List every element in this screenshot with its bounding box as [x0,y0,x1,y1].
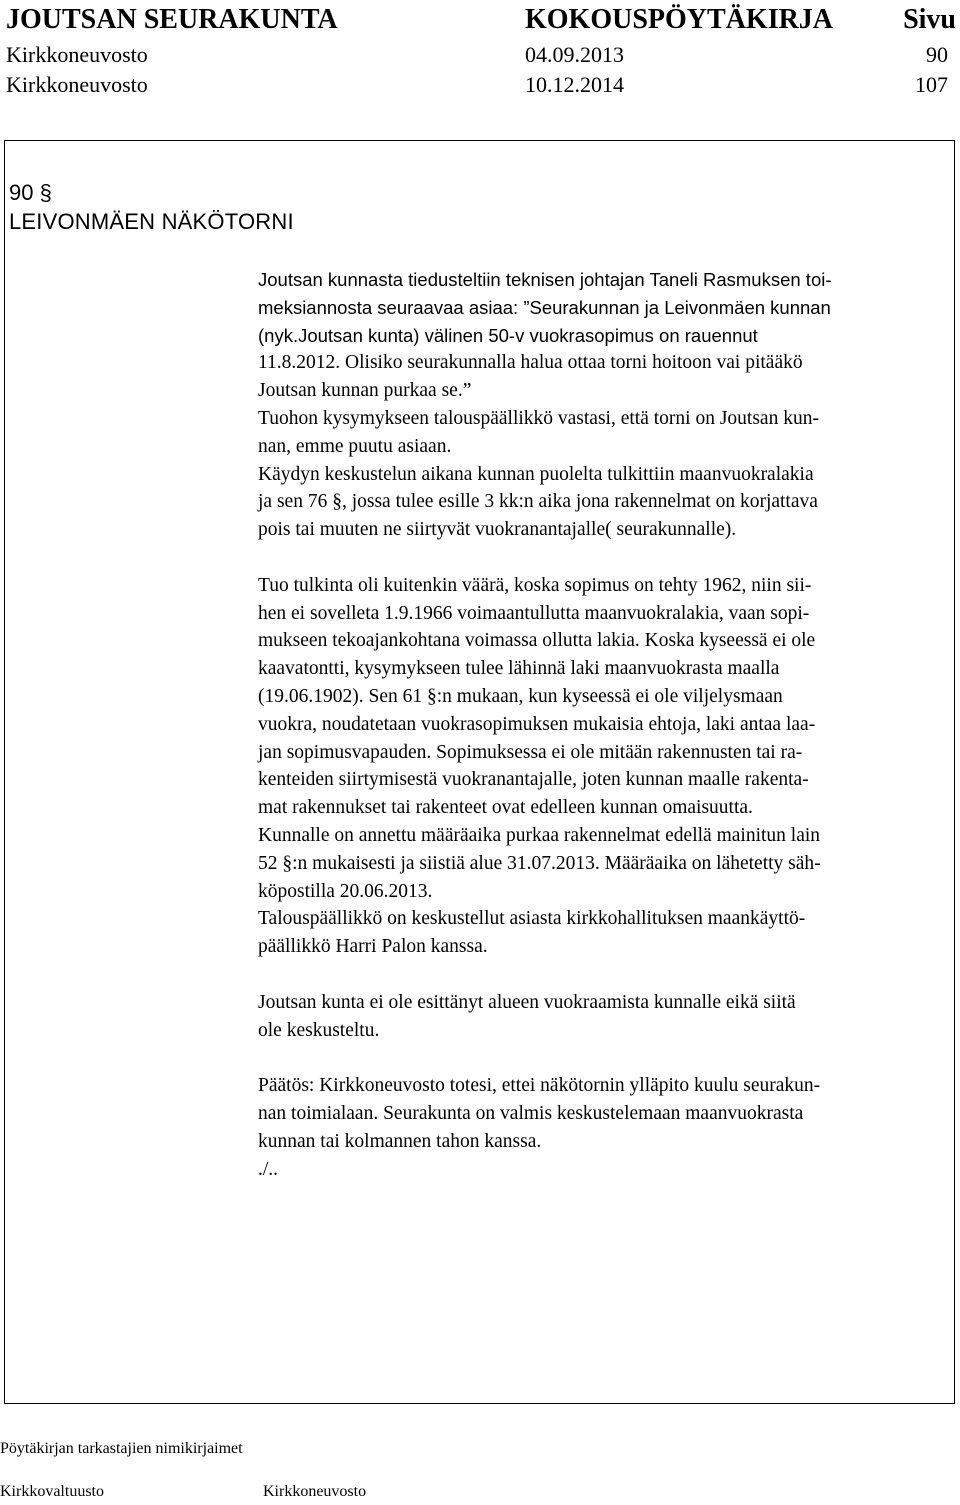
body-line: pois tai muuten ne siirtyvät vuokranantajalle( seurakunnalle). [258,519,737,541]
meeting-row [6,40,956,70]
continuation-mark: ./.. [258,1158,279,1180]
section-title: LEIVONMÄEN NÄKÖTORNI [9,209,294,234]
footer-label: Pöytäkirjan tarkastajien nimikirjaimet [0,1440,243,1457]
document-header [6,0,956,40]
section-number: 90 § [9,180,52,205]
footer-left: Kirkkovaltuusto [0,1483,104,1500]
body-text [258,266,948,1183]
body-line: Tuohon kysymykseen talouspäällikkö vastasi, että torni on Joutsan kun- [258,407,819,429]
body-line: nan, emme puutu asiaan. [258,435,452,457]
meeting-body: Kirkkoneuvosto [6,72,148,97]
doc-type: KOKOUSPÖYTÄKIRJA [525,4,834,35]
decision-line: nan toimialaan. Seurakunta on valmis keskustelemaan maanvuokrasta [258,1102,804,1124]
body-line: Joutsan kunnasta tiedusteltiin teknisen johtajan Taneli Rasmuksen toi- [258,269,832,290]
body-line: Joutsan kunnan purkaa se.” [258,380,472,402]
body-line: jan sopimusvapauden. Sopimuksessa ei ole mitään rakennusten tai ra- [258,741,803,763]
body-line: Talouspäällikkö on keskustellut asiasta kirkkohallituksen maankäyttö- [258,908,806,930]
footer-right: Kirkkoneuvosto [263,1483,367,1500]
body-line: (19.06.1902). Sen 61 §:n mukaan, kun kyseessä ei ole viljelysmaan [258,685,783,707]
body-line: ole keskusteltu. [258,1019,380,1041]
paragraph-gap [258,961,948,989]
paragraph-gap [258,544,948,572]
paragraph-gap [258,1044,948,1072]
meeting-page: 90 [926,42,948,67]
body-line: Tuo tulkinta oli kuitenkin väärä, koska sopimus on tehty 1962, niin sii- [258,574,812,596]
body-line: vuokra, noudatetaan vuokrasopimuksen mukaisia ehtoja, laki antaa laa- [258,713,816,735]
body-line: Käydyn keskustelun aikana kunnan puolelta tulkittiin maanvuokralakia [258,463,814,485]
body-line: mukseen tekoajankohtana voimassa ollutta lakia. Koska kyseessä ei ole [258,630,816,652]
decision-line: kunnan tai kolmannen tahon kanssa. [258,1130,542,1152]
decision-line: Päätös: Kirkkoneuvosto totesi, ettei näkötornin ylläpito kuulu seurakun- [258,1075,821,1097]
meeting-body: Kirkkoneuvosto [6,42,148,67]
body-line: Kunnalle on annettu määräaika purkaa rakennelmat edellä mainitun lain [258,824,821,846]
body-line: 52 §:n mukaisesti ja siistiä alue 31.07.2013. Määräaika on lähetetty säh- [258,852,821,874]
body-line: Joutsan kunta ei ole esittänyt alueen vuokraamista kunnalle eikä siitä [258,991,796,1013]
body-line: 11.8.2012. Olisiko seurakunnalla halua ottaa torni hoitoon vai pitääkö [258,352,803,374]
meeting-date: 04.09.2013 [525,42,624,67]
meeting-page: 107 [915,72,948,97]
body-line: ja sen 76 §, jossa tulee esille 3 kk:n aika jona rakennelmat on korjattava [258,491,818,513]
meeting-row [6,70,956,100]
body-line: päällikkö Harri Palon kanssa. [258,936,488,958]
body-line: meksiannosta seuraavaa asiaa: ”Seurakunnan ja Leivonmäen kunnan [258,296,831,318]
body-line: köpostilla 20.06.2013. [258,880,433,902]
meeting-date: 10.12.2014 [525,72,624,97]
body-line: hen ei sovelleta 1.9.1966 voimaantullutta maanvuokralakia, vaan sopi- [258,602,810,624]
page-label: Sivu [903,4,956,35]
body-line: kaavatontti, kysymykseen tulee lähinnä laki maanvuokrasta maalla [258,658,780,680]
body-line: (nyk.Joutsan kunta) välinen 50-v vuokrasopimus on rauennut [258,324,758,346]
body-line: kenteiden siirtymisestä vuokranantajalle, joten kunnan maalle rakenta- [258,769,809,791]
org-name: JOUTSAN SEURAKUNTA [6,4,338,35]
body-line: mat rakennukset tai rakenteet ovat edelleen kunnan omaisuutta. [258,797,753,819]
